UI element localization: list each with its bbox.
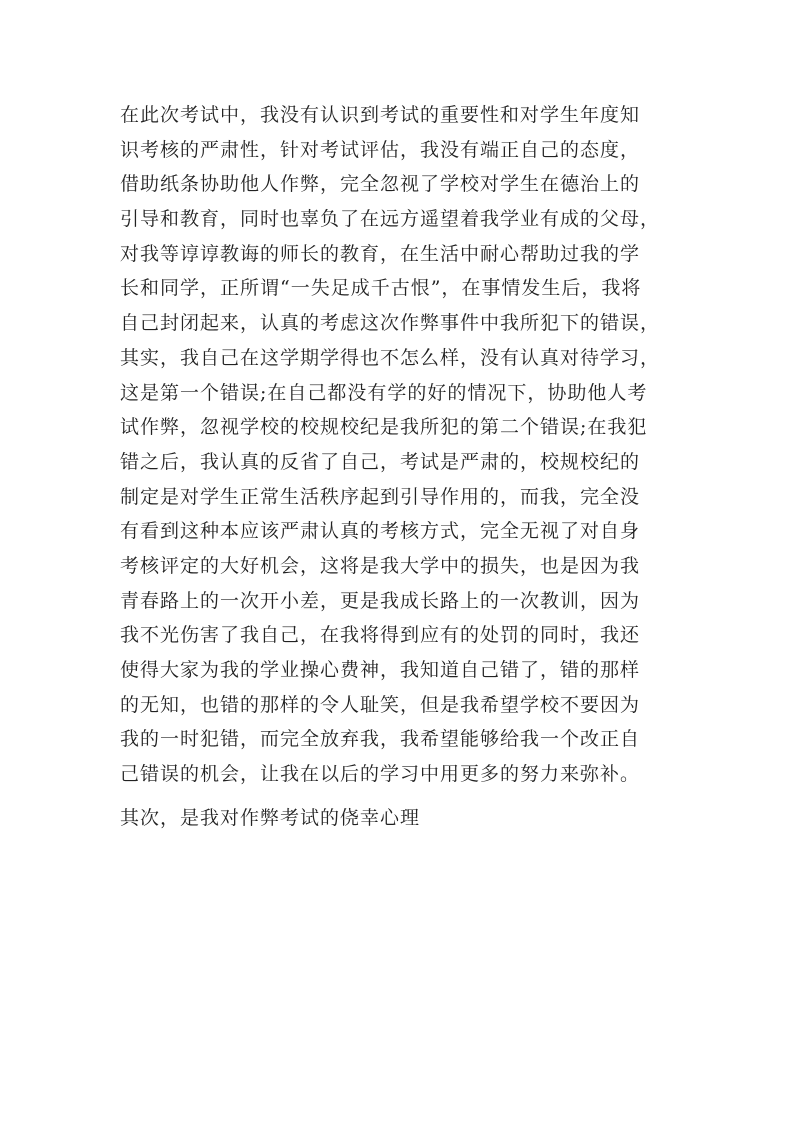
- text-line: 自己封闭起来，认真的考虑这次作弊事件中我所犯下的错误，: [120, 312, 661, 335]
- text-line: 引导和教育，同时也辜负了在远方遥望着我学业有成的父母，: [120, 208, 661, 231]
- text-line: 其实，我自己在这学期学得也不怎么样，没有认真对待学习，: [120, 346, 661, 369]
- text-line: 对我等谆谆教诲的师长的教育，在生活中耐心帮助过我的学: [120, 242, 641, 265]
- paragraph-1: [120, 98, 680, 792]
- text-line: 的无知，也错的那样的令人耻笑，但是我希望学校不要因为: [120, 693, 641, 716]
- document-body: [120, 98, 680, 835]
- text-line: 青春路上的一次开小差，更是我成长路上的一次教训，因为: [120, 589, 641, 612]
- text-line: 这是第一个错误;在自己都没有学的好的情况下，协助他人考: [120, 381, 648, 404]
- text-line: 在此次考试中，我没有认识到考试的重要性和对学生年度知: [120, 104, 641, 126]
- text-line: 识考核的严肃性，针对考试评估，我没有端正自己的态度，: [120, 138, 641, 161]
- text-line: 借助纸条协助他人作弊，完全忽视了学校对学生在德治上的: [120, 173, 641, 196]
- text-line: 错之后，我认真的反省了自己，考试是严肃的，校规校纪的: [120, 450, 641, 473]
- text-line: 有看到这种本应该严肃认真的考核方式，完全无视了对自身: [120, 520, 641, 543]
- text-line: 使得大家为我的学业操心费神，我知道自己错了，错的那样: [120, 659, 641, 681]
- text-line: 长和同学，正所谓“一失足成千古恨”，在事情发生后，我将: [120, 277, 642, 300]
- text-line: 己错误的机会，让我在以后的学习中用更多的努力来弥补。: [120, 763, 641, 786]
- text-line: 制定是对学生正常生活秩序起到引导作用的，而我，完全没: [120, 485, 641, 508]
- text-line: 考核评定的大好机会，这将是我大学中的损失，也是因为我: [120, 554, 641, 577]
- text-line: 试作弊，忽视学校的校规校纪是我所犯的第二个错误;在我犯: [120, 416, 648, 439]
- text-line: 我的一时犯错，而完全放弃我，我希望能够给我一个改正自: [120, 728, 641, 751]
- text-line: 我不光伤害了我自己，在我将得到应有的处罚的同时，我还: [120, 624, 641, 647]
- paragraph-2: [120, 801, 680, 836]
- text-line: 其次，是我对作弊考试的侥幸心理: [120, 806, 421, 829]
